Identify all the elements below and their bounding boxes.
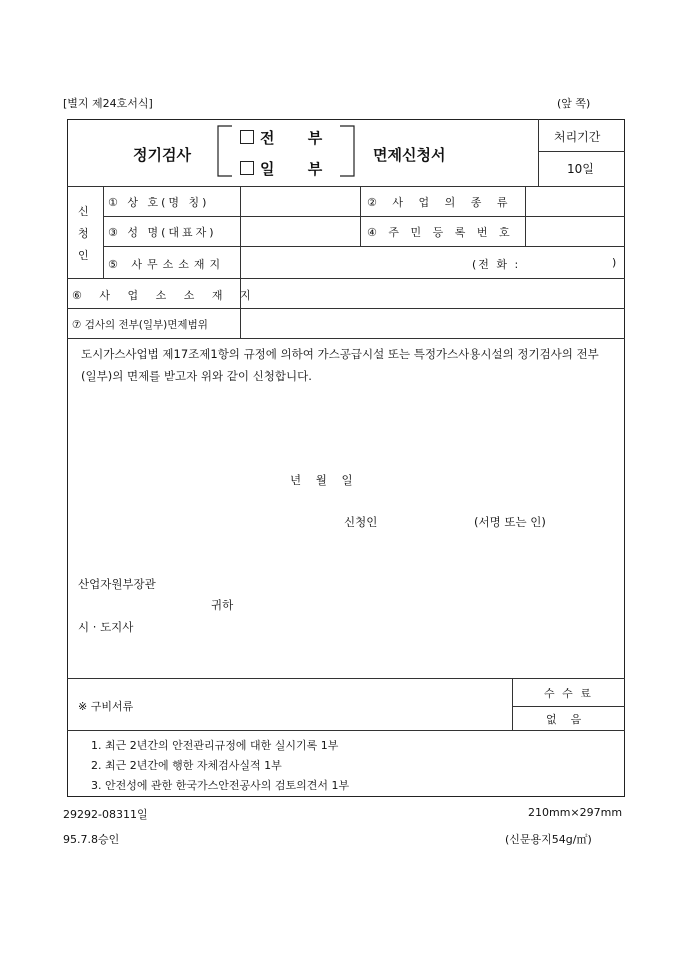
divider — [67, 278, 625, 279]
application-statement: 도시가스사업법 제17조제1항의 규정에 의하여 가스공급시설 또는 특정가스사용시설의 정기검사의 전부(일부)의 면제를 받고자 위와 같이 신청합니다. — [81, 347, 599, 383]
left-bracket-icon — [216, 124, 234, 178]
resident-number-label: ④ 주 민 등 록 번 호 — [367, 226, 514, 239]
representative-name-field[interactable] — [245, 218, 357, 244]
business-type-field[interactable] — [529, 188, 621, 214]
fee-label: 수 수 료 — [544, 687, 593, 700]
divider — [67, 338, 625, 339]
phone-label: (전 화 : — [472, 258, 521, 271]
option-partial-exemption[interactable]: 일 부 — [240, 158, 336, 179]
checkbox-partial[interactable] — [240, 161, 254, 175]
divider — [67, 730, 625, 731]
applicant-group-char: 청 — [78, 227, 89, 240]
form-title-left: 정기검사 — [133, 146, 191, 164]
addressee-minister: 산업자원부장관 — [78, 577, 156, 591]
page-side-label: (앞 쪽) — [557, 97, 591, 110]
trade-name-label: ① 상 호(명 칭) — [108, 196, 210, 209]
site-address-field[interactable] — [245, 280, 620, 306]
checkbox-full[interactable] — [240, 130, 254, 144]
divider — [67, 308, 625, 309]
office-address-label: ⑤ 사무소소재지 — [108, 258, 226, 271]
exemption-scope-label: ⑦ 검사의 전부(일부)면제범위 — [72, 319, 208, 331]
form-title-right: 면제신청서 — [373, 146, 446, 164]
signature-hint: (서명 또는 인) — [474, 515, 546, 529]
divider — [538, 119, 539, 186]
option-full-exemption[interactable]: 전 부 — [240, 127, 336, 148]
right-bracket-icon — [338, 124, 356, 178]
processing-period-label: 처리기간 — [554, 130, 601, 144]
fee-value: 없 음 — [546, 713, 582, 726]
document-item: 3. 안전성에 관한 한국가스안전공사의 검토의견서 1부 — [91, 779, 350, 792]
site-address-label: ⑥ 사 업 소 소 재 지 — [72, 289, 258, 302]
office-address-field[interactable] — [245, 249, 620, 276]
required-documents-title: ※ 구비서류 — [78, 700, 134, 713]
divider — [512, 678, 513, 730]
business-type-label: ② 사 업 의 종 류 — [367, 196, 514, 209]
form-code: 29292-08311일 — [63, 808, 148, 821]
applicant-sign-label: 신청인 — [344, 515, 378, 529]
divider — [240, 186, 241, 338]
divider — [103, 246, 625, 247]
document-item: 2. 최근 2년간에 행한 자체검사실적 1부 — [91, 759, 282, 772]
form-number-label: [별지 제24호서식] — [63, 97, 153, 110]
paper-size: 210mm×297mm — [528, 806, 623, 819]
approval-date: 95.7.8승인 — [63, 833, 120, 846]
divider — [103, 186, 104, 278]
processing-period-value: 10일 — [567, 162, 594, 176]
divider — [103, 216, 625, 217]
divider — [525, 186, 526, 246]
addressee-governor: 시 · 도지사 — [78, 620, 134, 634]
document-item: 1. 최근 2년간의 안전관리규정에 대한 실시기록 1부 — [91, 739, 339, 752]
exemption-scope-field[interactable] — [245, 310, 620, 336]
paper-type: (신문용지54g/㎡) — [505, 833, 592, 846]
applicant-group-char: 신 — [78, 205, 89, 218]
divider — [512, 706, 625, 707]
divider — [538, 151, 625, 152]
date-line: 년 월 일 — [290, 473, 353, 487]
divider — [360, 186, 361, 246]
resident-number-field[interactable] — [529, 218, 621, 244]
applicant-group-char: 인 — [78, 249, 89, 262]
phone-close-paren: ) — [612, 256, 617, 269]
representative-name-label: ③ 성 명(대표자) — [108, 226, 217, 239]
divider — [67, 678, 625, 679]
addressee-honorific: 귀하 — [211, 598, 234, 612]
trade-name-field[interactable] — [245, 188, 357, 214]
divider — [67, 186, 625, 187]
